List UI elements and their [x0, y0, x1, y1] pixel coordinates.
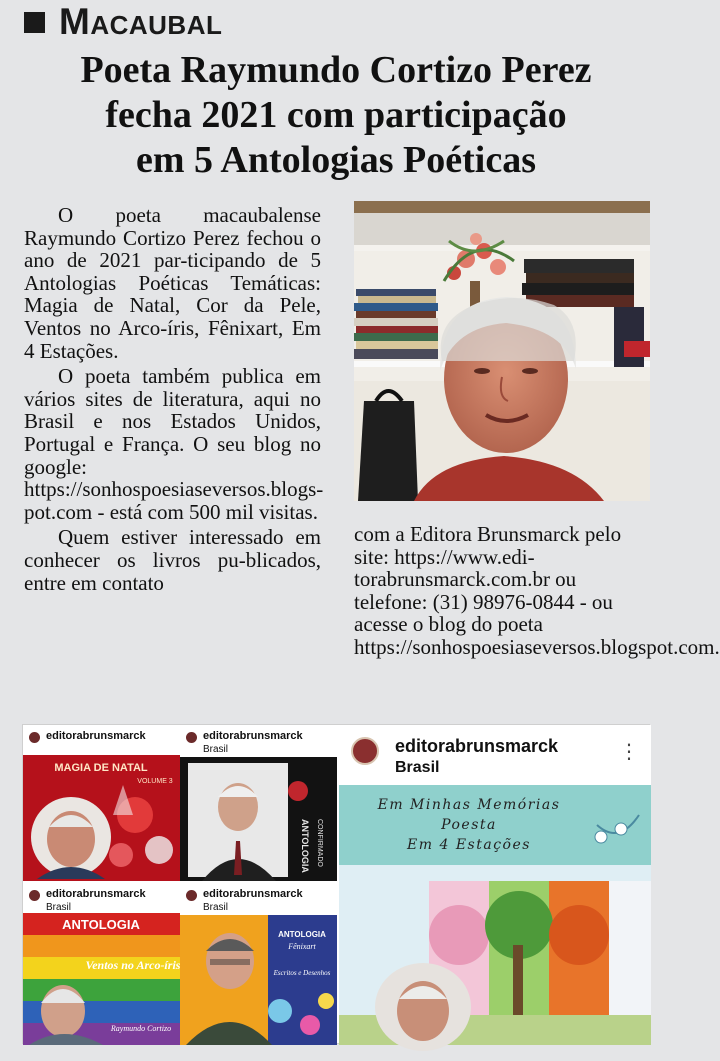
more-options-icon[interactable]: ⋮ [619, 739, 639, 763]
author-photo [354, 201, 650, 501]
post-em-4-estacoes [339, 725, 651, 1045]
post-username: editorabrunsmarck [203, 730, 303, 742]
post-header [180, 883, 337, 917]
square-bullet-icon [24, 12, 45, 33]
headline [0, 48, 672, 183]
post-header [23, 725, 180, 759]
cover-subtitle: Fênixart [288, 942, 316, 951]
headline-line: em 5 Antologias Poéticas [135, 139, 536, 181]
article-paragraph: Quem estiver interessado em conhecer os livros pu-blicados, entre em contato [24, 525, 321, 595]
cover-title: ANTOLOGIA [62, 917, 140, 932]
book-covers-collage [22, 724, 650, 1044]
post-header [180, 725, 337, 759]
cover-subtitle: CONFIRMADO [316, 819, 323, 867]
cover-line: Em 4 Estações [407, 837, 531, 853]
cover-title: ANTOLOGIA [300, 819, 310, 873]
book-cover-ventos [23, 913, 180, 1045]
avatar [351, 737, 379, 765]
post-location: Brasil [203, 744, 229, 755]
cover-subtitle: Ventos no Arco-íris [85, 958, 181, 972]
section-header [24, 2, 222, 42]
article-column-right [354, 522, 720, 659]
book-cover-antologia [180, 757, 337, 881]
post-username: editorabrunsmarck [203, 888, 303, 900]
book-cover-magia-de-natal [23, 755, 180, 881]
cover-title: ANTOLOGIA [278, 930, 326, 939]
book-cover-em-4-estacoes [339, 785, 651, 1045]
article-paragraph-continuation: com a Editora Brunsmarck pelo site: https://www.edi-torabrunsmarck.com.br ou telefone: (31) 98976-0844 - ou acesse o blog do poeta https://sonhospoesiaseversos.blogspot.com. [354, 522, 720, 659]
book-cover-fenixart [180, 915, 337, 1045]
post-fenixart [180, 883, 337, 1045]
avatar [186, 732, 197, 743]
post-location: Brasil [395, 759, 440, 776]
avatar [29, 890, 40, 901]
post-ventos-no-arco-iris [23, 883, 180, 1045]
article-paragraph: O poeta macaubalense Raymundo Cortizo Perez fechou o ano de 2021 par-ticipando de 5 Antologias Poéticas Temáticas: Magia de Natal, Cor da Pele, Ventos no Arco-íris, Fênixart, Em 4 Estações. [24, 203, 321, 363]
cover-line: Poesta [441, 817, 497, 833]
post-username: editorabrunsmarck [46, 888, 146, 900]
article-paragraph: O poeta também publica em vários sites de literatura, aqui no Brasil e nos Estados Unidos, Portugal e França. O seu blog no google: https://sonhospoesiaseversos.blogs-pot.com - está com 500 mil visitas. [24, 364, 324, 524]
cover-author: Raymundo Cortizo [110, 1024, 172, 1033]
headline-line: Poeta Raymundo Cortizo Perez [80, 49, 592, 91]
post-header [23, 883, 180, 917]
section-name: Macaubal [59, 1, 223, 42]
post-antologia-cor-da-pele [180, 725, 337, 881]
headline-line: fecha 2021 com participação [105, 94, 567, 136]
cover-subtitle: VOLUME 3 [137, 778, 173, 785]
post-magia-de-natal [23, 725, 180, 881]
avatar [29, 732, 40, 743]
post-username: editorabrunsmarck [395, 736, 559, 756]
post-username: editorabrunsmarck [46, 730, 146, 742]
avatar [186, 890, 197, 901]
cover-title: MAGIA DE NATAL [54, 762, 148, 774]
post-header [339, 725, 651, 785]
post-location: Brasil [203, 902, 229, 913]
cover-extra: Escritos e Desenhos [273, 969, 331, 977]
article-column-left [24, 203, 324, 595]
post-location: Brasil [46, 902, 72, 913]
cover-line: Em Minhas Memórias [377, 797, 561, 813]
